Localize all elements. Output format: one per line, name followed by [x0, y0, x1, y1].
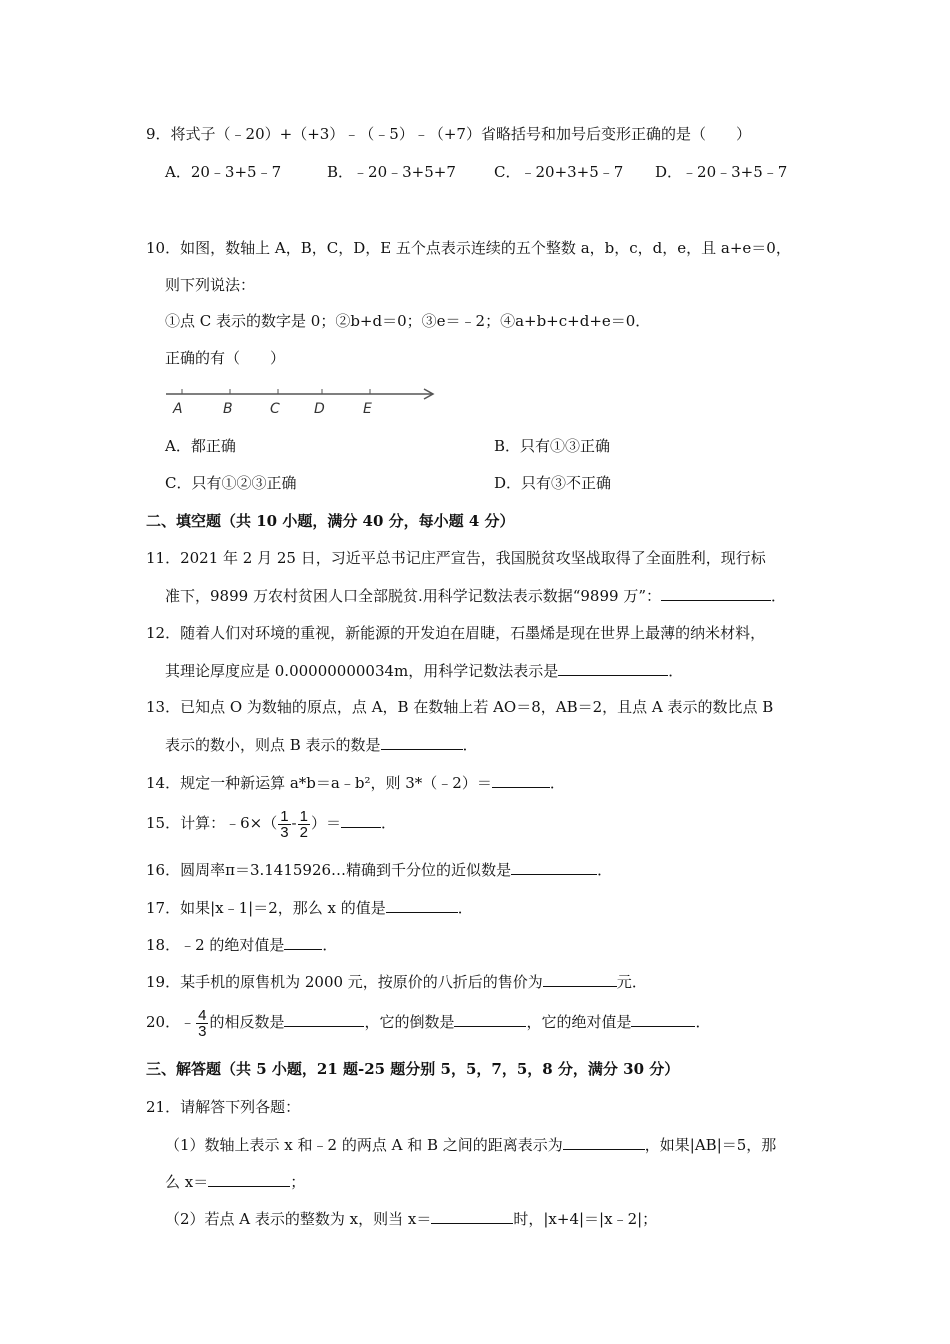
q17-text: 17．如果|x﹣1|＝2，那么 x 的值是: [146, 899, 386, 917]
q20-denominator: 3: [198, 1022, 207, 1040]
q21-part1-line1: [165, 1134, 776, 1155]
axis-label-c: C: [270, 401, 280, 417]
q21-p2-text-a: （2）若点 A 表示的整数为 x，则当 x＝: [165, 1210, 432, 1228]
q19-text: 19．某手机的原售机为 2000 元，按原价的八折后的售价为: [146, 973, 543, 991]
q11-line2: [165, 585, 786, 606]
q20-prefix: 20．﹣: [146, 1013, 196, 1031]
q13-answer-blank[interactable]: [381, 734, 463, 750]
q18-text: 18．﹣2 的绝对值是: [146, 936, 285, 954]
q15-fraction-2: [298, 809, 310, 840]
q12-line1: 12．随着人们对环境的重视，新能源的开发迫在眉睫，石墨烯是现在世界上最薄的纳米材料，: [146, 624, 766, 642]
q20-text-1: 的相反数是: [209, 1013, 285, 1031]
q13-line2: [165, 734, 478, 755]
q10-option-d: D．只有③不正确: [494, 474, 612, 492]
q9-option-b: B．﹣20﹣3+5+7: [327, 163, 456, 181]
axis-label-a: A: [173, 401, 183, 417]
q20-opposite-blank[interactable]: [284, 1011, 364, 1027]
q12-line2: [165, 660, 683, 681]
q20-line: [146, 1004, 711, 1040]
q17-answer-blank[interactable]: [386, 897, 458, 913]
q10-line1: 10．如图，数轴上 A，B，C，D，E 五个点表示连续的五个整数 a，b，c，d，e，且 a+e＝0，: [146, 239, 791, 257]
number-line-figure: [160, 382, 450, 418]
axis-label-d: D: [314, 401, 325, 417]
q20-end: ．: [695, 1013, 711, 1031]
q15-answer-blank[interactable]: [341, 812, 381, 828]
axis-label-b: B: [223, 401, 233, 417]
q15-f1-numerator: 1: [280, 807, 289, 825]
q21-x-blank[interactable]: [208, 1171, 290, 1187]
q15-fraction-1: [278, 809, 290, 840]
q9-option-a: A．20﹣3+5﹣7: [165, 163, 282, 181]
q15-f2-numerator: 1: [299, 807, 308, 825]
q12-answer-blank[interactable]: [558, 660, 668, 676]
q21-part1-line2: [165, 1171, 305, 1192]
q15-f1-denominator: 3: [280, 823, 289, 841]
q21-p2-text-b: 时，|x+4|＝|x﹣2|；: [513, 1210, 658, 1228]
q13-end: ．: [462, 736, 478, 754]
q11-text: 准下，9899 万农村贫困人口全部脱贫.用科学记数法表示数据“9899 万”：: [165, 587, 661, 605]
q9-stem: 9．将式子（﹣20）+（+3）﹣（﹣5）﹣（+7）省略括号和加号后变形正确的是（ ）: [146, 125, 751, 143]
q10-option-a: A．都正确: [165, 437, 236, 455]
q15-prefix: 15．计算：﹣6×（: [146, 814, 278, 832]
section-3-heading: 三、解答题（共 5 小题，21 题-25 题分别 5，5，7，5，8 分，满分 30 分）: [146, 1060, 680, 1078]
q14-end: ．: [549, 774, 565, 792]
q20-absolute-blank[interactable]: [631, 1011, 695, 1027]
q21-p1-text-a: （1）数轴上表示 x 和﹣2 的两点 A 和 B 之间的距离表示为: [165, 1136, 563, 1154]
q10-line2: 则下列说法：: [165, 276, 256, 294]
q16-line: [146, 859, 612, 880]
q10-question: 正确的有（ ）: [165, 349, 286, 367]
q20-fraction: [196, 1008, 208, 1039]
q21-p1-text-b: ，如果|AB|＝5，那: [644, 1136, 777, 1154]
q21-p1-text-c: 么 x＝: [165, 1173, 209, 1191]
q21-p2-x-blank[interactable]: [431, 1208, 513, 1224]
section-2-heading: 二、填空题（共 10 小题，满分 40 分，每小题 4 分）: [146, 512, 515, 530]
q11-end: ．: [771, 587, 787, 605]
q16-text: 16．圆周率π＝3.1415926…精确到千分位的近似数是: [146, 861, 512, 879]
q21-stem: 21．请解答下列各题：: [146, 1098, 301, 1116]
q9-option-d: D．﹣20﹣3+5﹣7: [655, 163, 788, 181]
q14-line: [146, 772, 565, 793]
q9-option-c: C．﹣20+3+5﹣7: [494, 163, 624, 181]
q16-answer-blank[interactable]: [511, 859, 597, 875]
q14-answer-blank[interactable]: [492, 772, 550, 788]
q15-f2-denominator: 2: [299, 823, 308, 841]
q20-reciprocal-blank[interactable]: [454, 1011, 526, 1027]
q10-statements: ①点 C 表示的数字是 0；②b+d＝0；③e＝﹣2；④a+b+c+d+e＝0．: [165, 312, 651, 330]
q13-line1: 13．已知点 O 为数轴的原点，点 A，B 在数轴上若 AO＝8，AB＝2，且点 A 表示的数比点 B: [146, 698, 774, 716]
q20-text-2: ，它的倒数是: [364, 1013, 455, 1031]
q21-distance-blank[interactable]: [563, 1134, 645, 1150]
q11-answer-blank[interactable]: [661, 585, 771, 601]
q20-numerator: 4: [198, 1006, 207, 1024]
q15-suffix: ）＝: [310, 814, 341, 832]
q15-end: ．: [380, 814, 396, 832]
q19-line: [146, 971, 647, 992]
q16-end: ．: [597, 861, 613, 879]
q17-line: [146, 897, 473, 918]
q11-line1: 11．2021 年 2 月 25 日，习近平总书记庄严宣告，我国脱贫攻坚战取得了全面胜利，现行标: [146, 549, 766, 567]
q12-text: 其理论厚度应是 0.00000000034m，用科学记数法表示是: [165, 662, 559, 680]
q19-answer-blank[interactable]: [543, 971, 617, 987]
q10-option-b: B．只有①③正确: [494, 437, 611, 455]
q18-answer-blank[interactable]: [284, 934, 322, 950]
axis-label-e: E: [363, 401, 372, 417]
q21-part2-line: [165, 1208, 657, 1229]
q13-text: 表示的数小，则点 B 表示的数是: [165, 736, 381, 754]
q17-end: ．: [457, 899, 473, 917]
q19-end: 元．: [616, 973, 647, 991]
q10-option-c: C．只有①②③正确: [165, 474, 297, 492]
q12-end: ．: [668, 662, 684, 680]
q15-minus: -: [291, 814, 297, 832]
q21-p1-end: ；: [290, 1173, 306, 1191]
q18-end: ．: [322, 936, 338, 954]
q18-line: [146, 934, 337, 955]
q20-text-3: ，它的绝对值是: [526, 1013, 632, 1031]
q15-line: [146, 806, 396, 840]
q14-text: 14．规定一种新运算 a*b＝a﹣b²，则 3*（﹣2）＝: [146, 774, 492, 792]
